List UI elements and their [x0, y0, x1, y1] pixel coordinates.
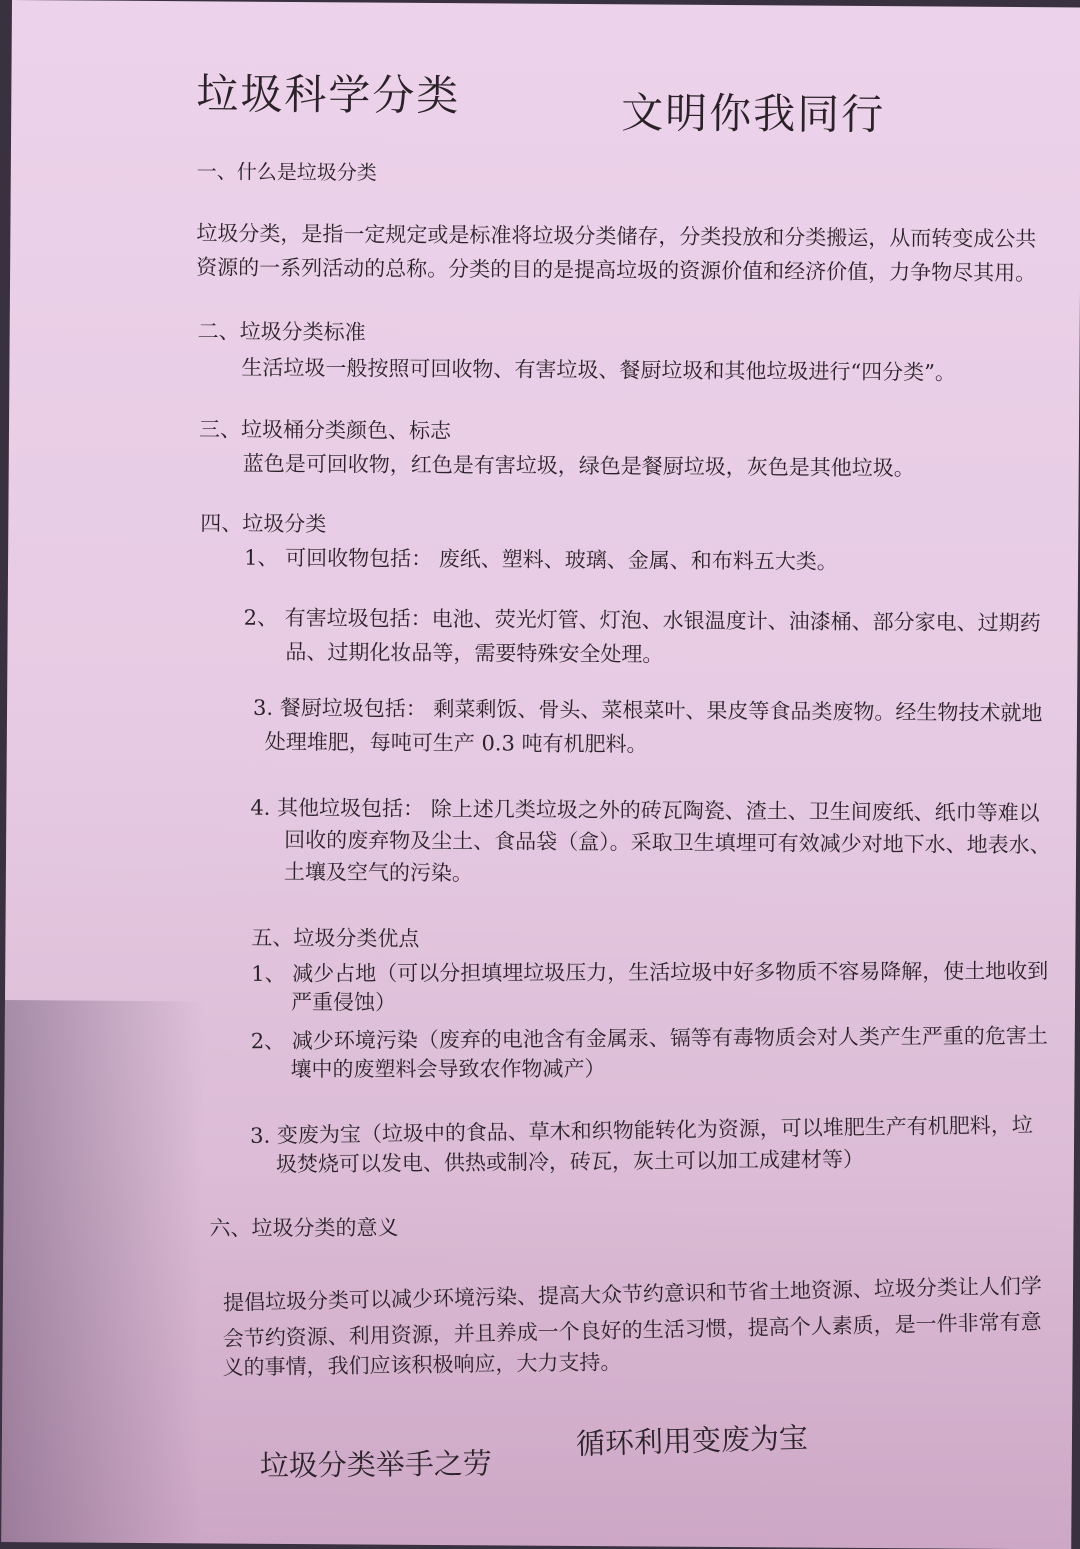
section-2-text: 生活垃圾一般按照可回收物、有害垃圾、餐厨垃圾和其他垃圾进行“四分类”。	[241, 355, 956, 385]
section-6-line: 会节约资源、利用资源，并且养成一个良好的生活习惯，提高个人素质，是一件非常有意	[222, 1309, 1042, 1351]
page-title-right: 文明你我同行	[621, 88, 886, 140]
page-title-left: 垃圾科学分类	[196, 69, 461, 121]
footer-slogan-right: 循环利用变废为宝	[575, 1420, 809, 1462]
footer-slogan-left: 垃圾分类举手之劳	[259, 1446, 492, 1483]
list-item: 1、 减少占地（可以分担填埋垃圾压力，生活垃圾中好多物质不容易降解，使土地收到	[251, 959, 1049, 986]
list-item: 3. 变废为宝（垃圾中的食品、草木和织物能转化为资源，可以堆肥生产有机肥料，垃	[249, 1112, 1033, 1148]
section-6-line: 义的事情，我们应该积极响应，大力支持。	[222, 1350, 622, 1380]
section-6-line: 提倡垃圾分类可以减少环境污染、提高大众节约意识和节省土地资源、垃圾分类让人们学	[222, 1273, 1043, 1315]
list-item: 壤中的废塑料会导致农作物减产）	[290, 1056, 606, 1082]
list-item: 3. 餐厨垃圾包括： 剩菜剩饭、骨头、菜根菜叶、果皮等食品类废物。经生物技术就地	[252, 695, 1043, 726]
section-6-heading: 六、垃圾分类的意义	[209, 1215, 399, 1241]
section-1-line: 资源的一系列活动的总称。分类的目的是提高垃圾的资源价值和经济价值，力争物尽其用。	[196, 255, 1037, 286]
list-item: 土壤及空气的污染。	[283, 859, 473, 886]
section-1-heading: 一、什么是垃圾分类	[196, 159, 377, 185]
document-page	[1, 0, 1080, 1549]
list-item: 1、 可回收物包括： 废纸、塑料、玻璃、金属、和布料五大类。	[244, 545, 838, 574]
list-item: 品、过期化妆品等，需要特殊安全处理。	[285, 639, 664, 667]
list-item: 圾焚烧可以发电、供热或制冷，砖瓦，灰土可以加工成建材等）	[275, 1147, 864, 1177]
list-item: 严重侵蚀）	[290, 989, 397, 1015]
section-1-line: 垃圾分类，是指一定规定或是标准将垃圾分类储存，分类投放和分类搬运，从而转变成公共	[196, 221, 1037, 252]
section-2-heading: 二、垃圾分类标准	[197, 319, 366, 345]
list-item: 2、 减少环境污染（废弃的电池含有金属汞、镉等有毒物质会对人类产生严重的危害土	[250, 1023, 1048, 1054]
section-3-text: 蓝色是可回收物，红色是有害垃圾，绿色是餐厨垃圾，灰色是其他垃圾。	[242, 451, 915, 481]
list-item: 4. 其他垃圾包括： 除上述几类垃圾之外的砖瓦陶瓷、渣土、卫生间废纸、纸巾等难以	[250, 795, 1040, 826]
section-4-heading: 四、垃圾分类	[200, 511, 327, 537]
section-5-heading: 五、垃圾分类优点	[251, 925, 420, 951]
list-item: 处理堆肥，每吨可生产 0.3 吨有机肥料。	[264, 729, 648, 757]
list-item: 2、 有害垃圾包括：电池、荧光灯管、灯泡、水银温度计、油漆桶、部分家电、过期药	[243, 605, 1041, 636]
list-item: 回收的废弃物及尘土、食品袋（盒）。采取卫生填埋可有效减少对地下水、地表水、	[284, 827, 1051, 858]
section-3-heading: 三、垃圾桶分类颜色、标志	[198, 417, 452, 444]
page-shadow	[1, 1000, 205, 1543]
